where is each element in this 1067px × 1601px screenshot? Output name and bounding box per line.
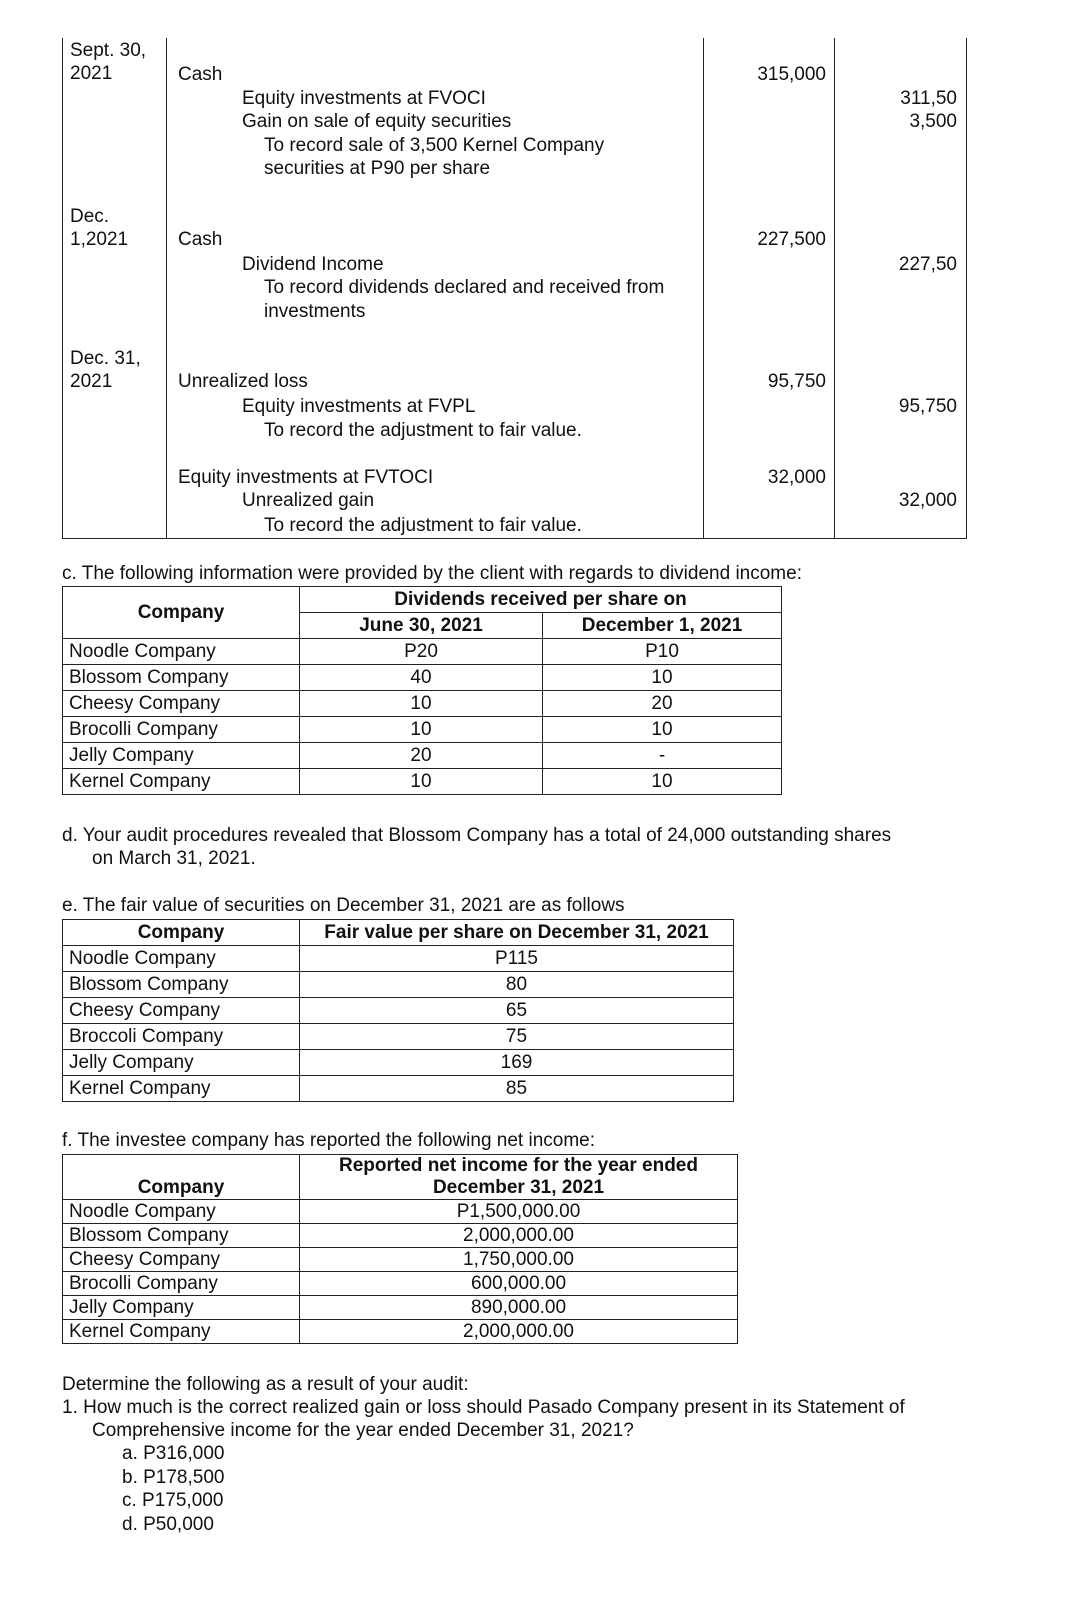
entry-credit-account: Equity investments at FVPL	[242, 396, 476, 417]
journal-border-left	[62, 38, 63, 538]
value-cell: 20	[543, 691, 782, 717]
table-row	[63, 946, 734, 972]
table-row	[63, 1320, 738, 1344]
table-row	[63, 743, 782, 769]
entry-credit-amount: 227,50	[898, 254, 957, 275]
value-cell: P1,500,000.00	[300, 1200, 738, 1224]
value-cell: 10	[543, 769, 782, 795]
company-cell: Blossom Company	[63, 1224, 300, 1248]
entry-memo: securities at P90 per share	[264, 158, 491, 179]
table-row	[63, 665, 782, 691]
value-cell: 10	[300, 691, 543, 717]
company-cell: Kernel Company	[63, 1076, 300, 1102]
value-cell: 2,000,000.00	[300, 1320, 738, 1344]
entry-memo: investments	[264, 301, 366, 322]
value-cell: 20	[300, 743, 543, 769]
table-row	[63, 972, 734, 998]
header-dividends-group: Dividends received per share on	[300, 587, 782, 613]
table-row	[63, 1050, 734, 1076]
company-cell: Cheesy Company	[63, 998, 300, 1024]
table-row	[63, 639, 782, 665]
value-cell: 40	[300, 665, 543, 691]
table-header-row	[63, 920, 734, 946]
value-cell: 1,750,000.00	[300, 1248, 738, 1272]
journal-border-debit	[834, 38, 835, 538]
value-cell: 65	[300, 998, 734, 1024]
question-1-line2: Comprehensive income for the year ended December 31, 2021?	[92, 1420, 634, 1441]
section-c-intro: c. The following information were provided by the client with regards to dividend income:	[62, 563, 802, 584]
company-cell: Blossom Company	[63, 665, 300, 691]
questions-intro: Determine the following as a result of your audit:	[62, 1374, 469, 1395]
header-company: Company	[63, 1155, 300, 1200]
entry-date-line1: Dec. 31,	[70, 348, 141, 369]
header-company: Company	[63, 587, 300, 639]
table-row	[63, 769, 782, 795]
entry-date-line2: 2021	[70, 371, 113, 392]
header-net-income	[300, 1155, 738, 1200]
value-cell: P10	[543, 639, 782, 665]
value-cell: 10	[300, 717, 543, 743]
answer-option-c[interactable]: c. P175,000	[122, 1490, 224, 1511]
header-company: Company	[63, 920, 300, 946]
journal-border-bottom	[62, 538, 967, 539]
company-cell: Brocolli Company	[63, 1272, 300, 1296]
table-row	[63, 1248, 738, 1272]
entry-date-line2: 2021	[70, 63, 113, 84]
answer-option-a[interactable]: a. P316,000	[122, 1443, 225, 1464]
value-cell: 10	[543, 717, 782, 743]
header-june: June 30, 2021	[300, 613, 543, 639]
table-header-row	[63, 587, 782, 613]
company-cell: Kernel Company	[63, 769, 300, 795]
value-cell: P20	[300, 639, 543, 665]
table-row	[63, 691, 782, 717]
entry-debit-account: Cash	[178, 64, 223, 85]
entry-date-line1: Dec.	[70, 206, 110, 227]
company-cell: Blossom Company	[63, 972, 300, 998]
header-fair-value: Fair value per share on December 31, 2021	[300, 920, 734, 946]
table-row	[63, 1076, 734, 1102]
journal-border-right	[966, 38, 967, 538]
value-cell: 75	[300, 1024, 734, 1050]
entry-debit-amount: 32,000	[767, 467, 826, 488]
company-cell: Noodle Company	[63, 946, 300, 972]
value-cell: 80	[300, 972, 734, 998]
table-row	[63, 1200, 738, 1224]
entry-credit-account: Dividend Income	[242, 254, 384, 275]
entry-date-line2: 1,2021	[70, 229, 129, 250]
entry-debit-amount: 315,000	[757, 64, 826, 85]
value-cell: -	[543, 743, 782, 769]
header-net-income-line1: Reported net income for the year ended	[339, 1155, 698, 1176]
value-cell: 85	[300, 1076, 734, 1102]
entry-credit-account: Unrealized gain	[242, 490, 375, 511]
company-cell: Cheesy Company	[63, 1248, 300, 1272]
entry-debit-account: Cash	[178, 229, 223, 250]
table-header-row	[63, 1155, 738, 1200]
company-cell: Jelly Company	[63, 743, 300, 769]
entry-debit-account: Unrealized loss	[178, 371, 308, 392]
header-net-income-line2: December 31, 2021	[432, 1177, 605, 1198]
table-row	[63, 998, 734, 1024]
dividends-table	[62, 586, 782, 795]
answer-option-d[interactable]: d. P50,000	[122, 1514, 214, 1535]
entry-debit-account: Equity investments at FVTOCI	[178, 467, 434, 488]
entry-date-line1: Sept. 30,	[70, 40, 147, 61]
header-december: December 1, 2021	[543, 613, 782, 639]
journal-border-account	[703, 38, 704, 538]
table-row	[63, 1024, 734, 1050]
section-d-line2: on March 31, 2021.	[92, 848, 256, 869]
company-cell: Jelly Company	[63, 1050, 300, 1076]
entry-credit-amount: 95,750	[898, 396, 957, 417]
table-row	[63, 1272, 738, 1296]
value-cell: 10	[300, 769, 543, 795]
entry-credit-amount: 32,000	[898, 490, 957, 511]
value-cell: 600,000.00	[300, 1272, 738, 1296]
value-cell: 10	[543, 665, 782, 691]
entry-memo: To record sale of 3,500 Kernel Company	[264, 135, 605, 156]
company-cell: Jelly Company	[63, 1296, 300, 1320]
company-cell: Kernel Company	[63, 1320, 300, 1344]
value-cell: 169	[300, 1050, 734, 1076]
fair-value-table	[62, 919, 734, 1102]
section-d-line1: d. Your audit procedures revealed that Blossom Company has a total of 24,000 outstanding shares	[62, 825, 892, 846]
value-cell: 890,000.00	[300, 1296, 738, 1320]
entry-memo: To record the adjustment to fair value.	[264, 420, 582, 441]
value-cell: 2,000,000.00	[300, 1224, 738, 1248]
company-cell: Brocolli Company	[63, 717, 300, 743]
value-cell: P115	[300, 946, 734, 972]
company-cell: Cheesy Company	[63, 691, 300, 717]
entry-credit-account: Equity investments at FVOCI	[242, 88, 486, 109]
entry-credit-amount: 311,50	[900, 88, 957, 109]
answer-option-b[interactable]: b. P178,500	[122, 1467, 225, 1488]
entry-credit-amount: 3,500	[909, 111, 957, 132]
company-cell: Broccoli Company	[63, 1024, 300, 1050]
section-f-intro: f. The investee company has reported the following net income:	[62, 1130, 596, 1151]
journal-border-date	[166, 38, 167, 538]
entry-credit-account: Gain on sale of equity securities	[242, 111, 512, 132]
entry-debit-amount: 95,750	[767, 371, 826, 392]
entry-debit-amount: 227,500	[757, 229, 826, 250]
table-row	[63, 1224, 738, 1248]
entry-memo: To record the adjustment to fair value.	[264, 515, 582, 536]
table-row	[63, 717, 782, 743]
section-e-intro: e. The fair value of securities on December 31, 2021 are as follows	[62, 895, 625, 916]
company-cell: Noodle Company	[63, 1200, 300, 1224]
table-row	[63, 1296, 738, 1320]
net-income-table	[62, 1154, 738, 1344]
entry-memo: To record dividends declared and received from	[264, 277, 665, 298]
company-cell: Noodle Company	[63, 639, 300, 665]
question-1-line1: 1. How much is the correct realized gain or loss should Pasado Company present in its Statement of	[62, 1397, 905, 1418]
